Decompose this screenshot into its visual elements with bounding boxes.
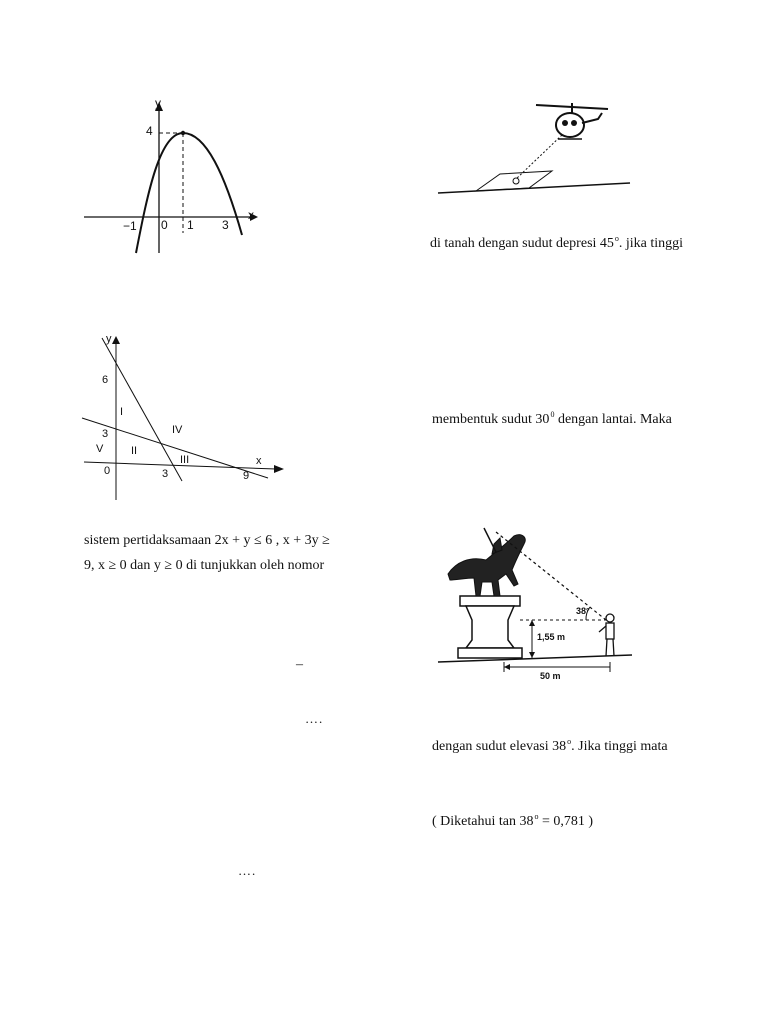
system-question-line1: sistem pertidaksamaan 2x + y ≤ 6 , x + 3y ≥: [84, 533, 330, 548]
x-axis-arrow-icon: [274, 465, 284, 473]
y-tick-4: 4: [146, 124, 153, 138]
y-axis-label: y: [106, 333, 112, 345]
tan-given-text: ( Diketahui $\tan 38^o = 0,781$ ): [432, 812, 594, 829]
line-2x-plus-y-6: [102, 338, 182, 481]
pedestal: [458, 596, 522, 658]
x-tick-neg1: −1: [123, 219, 137, 233]
origin-label: 0: [104, 465, 111, 477]
elevation-question-text: dengan sudut elevasi 38$^o$. Jika tinggi mata: [432, 737, 668, 754]
origin-label: 0: [161, 218, 168, 232]
system-question-line2: 9, x ≥ 0 dan y ≥ 0 di tunjukkan oleh nomor: [84, 558, 325, 573]
x-tick-1: 1: [187, 218, 194, 232]
statue-elevation-figure: [436, 522, 634, 684]
helicopter-question-text: di tanah dengan sudut depresi 45$^o$. jika tinggi: [430, 234, 684, 251]
region-label-III: III: [180, 454, 190, 466]
target-point: [513, 178, 519, 184]
horse-rider-statue-icon: [448, 528, 525, 596]
region-label-V: V: [96, 443, 104, 455]
answer-ellipsis-2: ….: [238, 863, 257, 878]
height-label: 1,55 m: [537, 632, 566, 642]
observer-person-icon: [599, 614, 614, 656]
x-axis-label: x: [256, 455, 262, 467]
x-axis-label: x: [248, 208, 254, 222]
distance-arrow-icon: [504, 664, 510, 670]
height-arrow-bottom-icon: [529, 652, 535, 658]
height-arrow-top-icon: [529, 620, 535, 626]
helicopter-icon: [536, 103, 608, 139]
x-tick-3: 3: [162, 468, 169, 480]
region-label-II: II: [131, 445, 138, 457]
helicopter-figure: [432, 95, 642, 205]
y-axis-label: y: [155, 96, 161, 110]
ladder-question-text: membentuk sudut $30^0$ dengan lantai. Maka: [432, 410, 672, 427]
inequality-region-graph: [80, 328, 292, 506]
distance-label: 50 m: [540, 671, 561, 681]
answer-ellipsis-1: ….: [305, 711, 324, 726]
y-axis-arrow-icon: [112, 336, 120, 344]
parabola-graph: [80, 95, 270, 260]
parabola-curve: [136, 133, 242, 253]
x-tick-9: 9: [243, 470, 250, 482]
angle-label: 38°: [576, 606, 590, 616]
region-label-I: I: [120, 406, 124, 418]
dash-mark: –: [296, 657, 303, 672]
region-label-IV: IV: [172, 424, 183, 436]
x-tick-3: 3: [222, 218, 229, 232]
y-tick-3: 3: [102, 428, 109, 440]
y-tick-6: 6: [102, 374, 109, 386]
